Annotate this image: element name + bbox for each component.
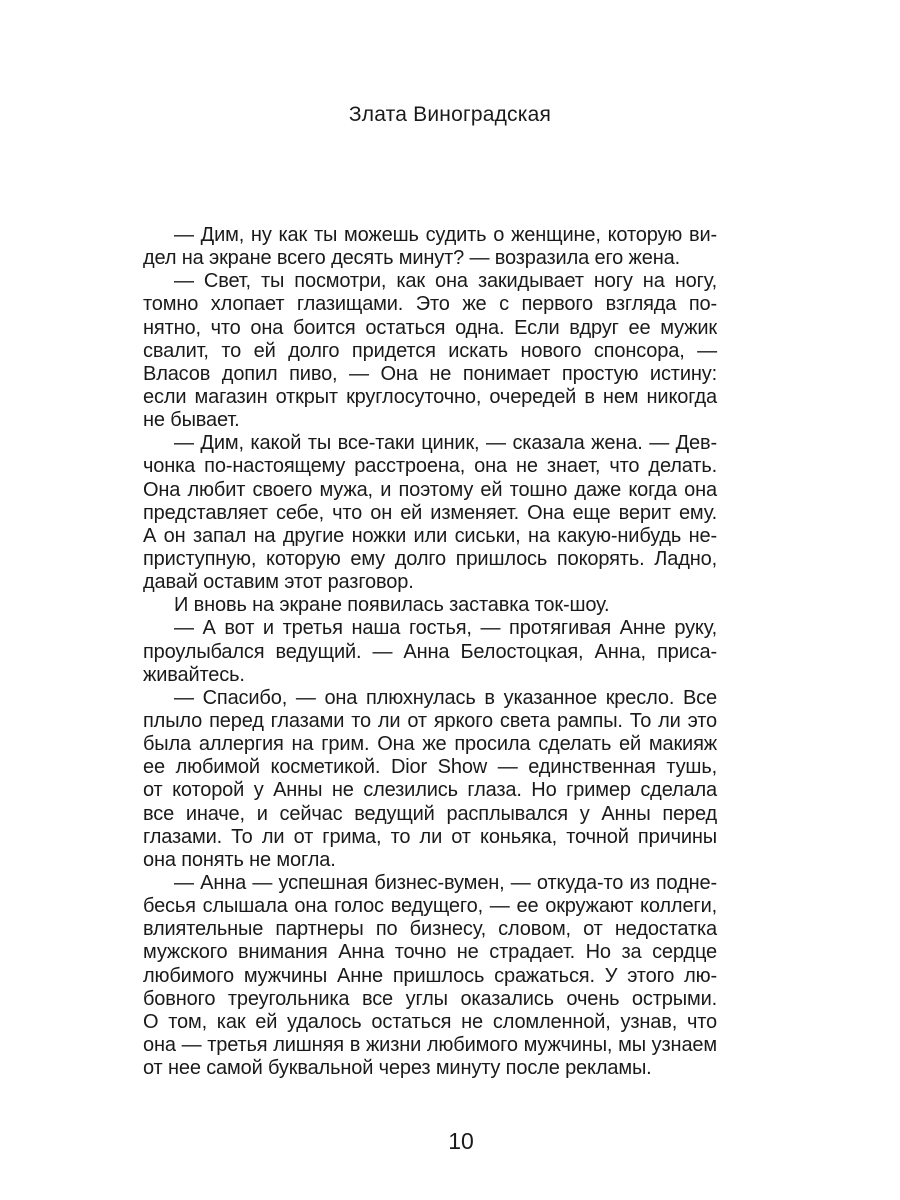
text-line: О том, как ей удалось остаться не сломленной, узнав, что — [143, 1010, 717, 1033]
text-line: — Спасибо, — она плюхнулась в указанное кресло. Все — [174, 686, 717, 709]
text-line: мужского внимания Анна точно не страдает. Но за сердце — [143, 941, 717, 964]
text-line: плыло перед глазами то ли от яркого света рампы. То ли это — [143, 709, 717, 732]
body-text — [143, 224, 717, 1080]
text-line: чонка по-настоящему расстроена, она не знает, что делать. — [143, 455, 717, 478]
text-line: была аллергия на грим. Она же просила сделать ей макияж — [143, 733, 717, 756]
paragraph — [143, 270, 717, 432]
text-line: А он запал на другие ножки или сиськи, на какую-нибудь не- — [143, 524, 717, 547]
paragraph — [143, 872, 717, 1080]
paragraph — [143, 432, 717, 594]
paragraph — [143, 224, 717, 270]
text-line: свалит, то ей долго придется искать нового спонсора, — — [143, 339, 717, 362]
text-line: все иначе, и сейчас ведущий расплывался у Анны перед — [143, 802, 717, 825]
text-line: дел на экране всего десять минут? — возразила его жена. — [143, 247, 681, 270]
text-line: если магазин открыт круглосуточно, очередей в нем никогда — [143, 385, 717, 408]
page-number: 10 — [448, 1128, 474, 1154]
text-line: от которой у Анны не слезились глаза. Но гример сделала — [143, 779, 717, 802]
text-line: бовного треугольника все углы оказались очень острыми. — [143, 987, 717, 1010]
text-line: она — третья лишняя в жизни любимого мужчины, мы узнаем — [143, 1033, 717, 1056]
text-line: — А вот и третья наша гостья, — протягивая Анне руку, — [174, 617, 717, 640]
text-line: не бывает. — [143, 409, 240, 432]
text-line: представляет себе, что он ей изменяет. Она еще верит ему. — [143, 501, 717, 524]
text-line: от нее самой буквальной через минуту после рекламы. — [143, 1057, 652, 1080]
paragraph — [143, 617, 717, 686]
text-line: приступную, которую ему долго пришлось покорять. Ладно, — [143, 547, 717, 570]
text-line: бесья слышала она голос ведущего, — ее окружают коллеги, — [143, 895, 717, 918]
paragraph — [143, 687, 717, 872]
text-line: любимого мужчины Анне пришлось сражаться. У этого лю- — [143, 964, 717, 987]
text-line: ее любимой косметикой. Dior Show — единственная тушь, — [143, 756, 717, 779]
text-line: И вновь на экране появилась заставка ток-шоу. — [174, 594, 610, 617]
text-line: нятно, что она боится остаться одна. Если вдруг ее мужик — [143, 316, 717, 339]
text-line: влиятельные партнеры по бизнесу, словом, от недостатка — [143, 918, 717, 941]
text-line: Власов допил пиво, — Она не понимает простую истину: — [143, 362, 717, 385]
text-line: — Анна — успешная бизнес-вумен, — откуда-то из подне- — [174, 871, 717, 894]
text-line: глазами. То ли от грима, то ли от коньяка, точной причины — [143, 825, 717, 848]
text-line: живайтесь. — [143, 663, 245, 686]
text-line: проулыбался ведущий. — Анна Белостоцкая, Анна, приса- — [143, 640, 717, 663]
text-line: — Дим, какой ты все-таки циник, — сказала жена. — Дев- — [174, 432, 717, 455]
text-line: она понять не могла. — [143, 848, 336, 871]
text-line: Она любит своего мужа, и поэтому ей тошно даже когда она — [143, 478, 717, 501]
text-line: — Дим, ну как ты можешь судить о женщине, которую ви- — [174, 224, 717, 246]
running-head-author: Злата Виноградская — [348, 103, 552, 126]
paragraph — [143, 594, 717, 617]
text-line: давай оставим этот разговор. — [143, 571, 414, 594]
text-line: томно хлопает глазищами. Это же с первого взгляда по- — [143, 293, 717, 316]
text-line: — Свет, ты посмотри, как она закидывает ногу на ногу, — [174, 270, 717, 293]
